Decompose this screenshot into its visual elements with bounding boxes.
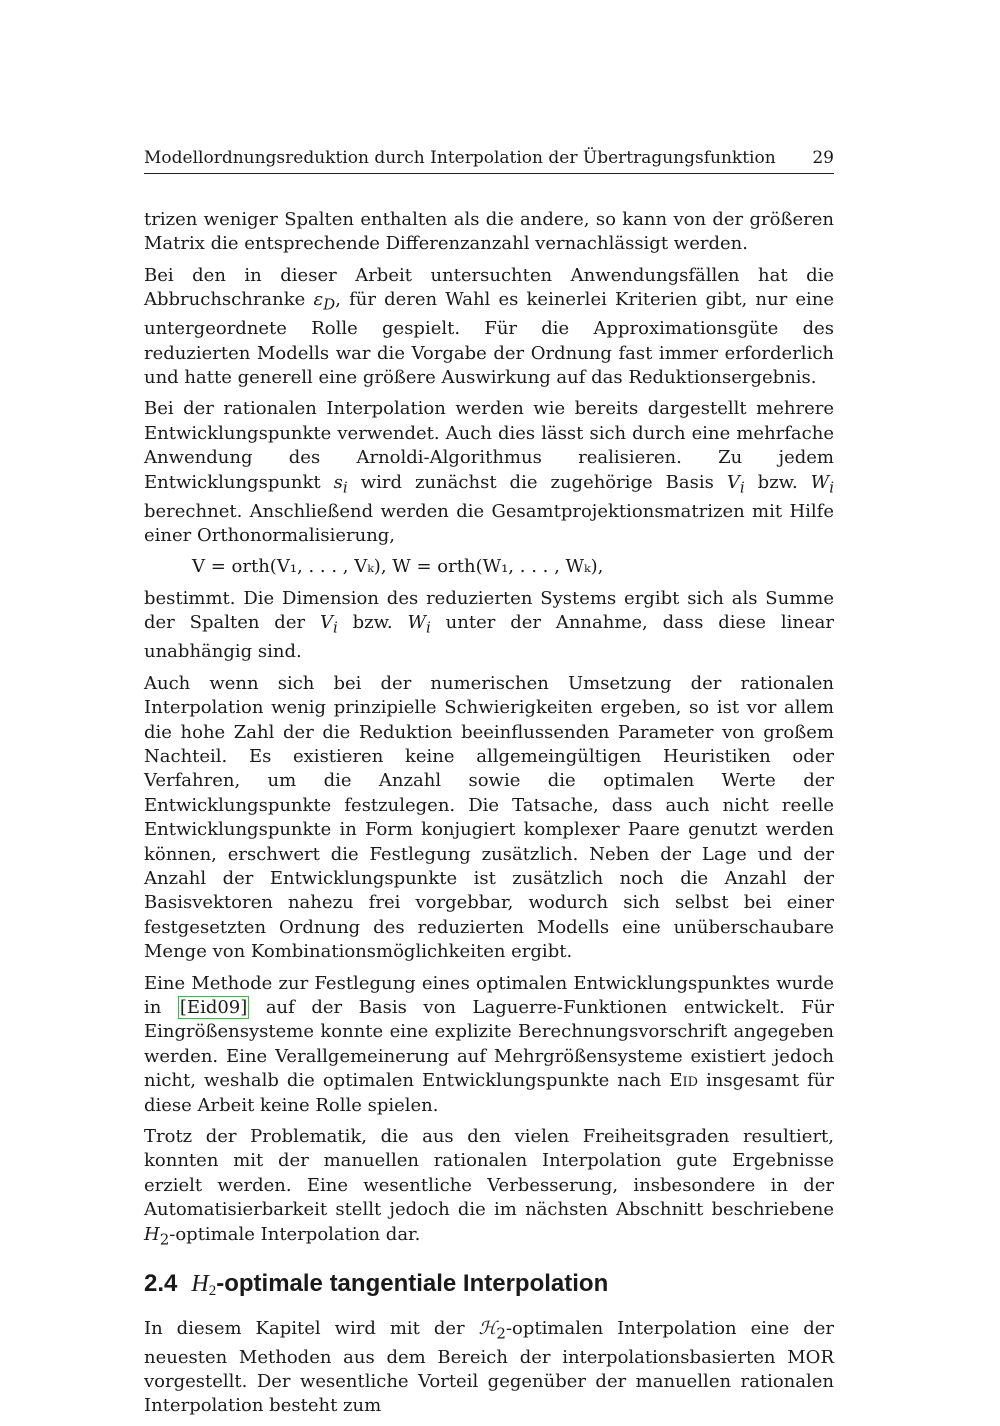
paragraph-8: In diesem Kapitel wird mit der ℋ$_2$-optimalen Interpolation eine der neuesten Methoden aus dem Bereich der interpolationsbasierten MOR vorgestellt. Der wesentliche Vorteil gegenüber der manuellen rationalen Interpolation besteht zum <box>144 1317 834 1417</box>
section-heading <box>144 1268 834 1307</box>
paragraph-5: Auch wenn sich bei der numerischen Umsetzung der rationalen Interpolation wenig prinzipielle Schwierigkeiten ergeben, so ist vor allem die hohe Zahl der die Reduktion beeinflussenden Parameter von großem Nachteil. Es existieren keine allgemeingültigen Heuristiken oder Verfahren, um die Anzahl sowie die optimalen Werte der Entwicklungspunkte festzulegen. Die Tatsache, dass auch nicht reelle Entwicklungspunkte in Form konjugiert komplexer Paare genutzt werden können, erschwert die Festlegung zusätzlich. Neben der Lage und der Anzahl der Entwicklungspunkte ist zusätzlich noch die Anzahl der Basisvektoren nahezu frei vorgebbar, wodurch sich selbst bei einer festgesetzten Ordnung des reduzierten Modells eine unüberschaubare Menge von Kombinationsmöglichkeiten ergibt. <box>144 672 834 963</box>
page-number: 29 <box>812 148 834 168</box>
paragraph-3: Bei der rationalen Interpolation werden wie bereits dargestellt mehrere Entwicklungspunkte verwendet. Auch dies lässt sich durch eine mehrfache Anwendung des Arnoldi-Algorithmus realisieren. Zu jedem Entwicklungspunkt $s_i$ wird zunächst die zugehörige Basis $V_i$ bzw. $W_i$ berechnet. Anschließend werden die Gesamtprojektionsmatrizen mit Hilfe einer Orthonormalisierung, <box>144 398 834 547</box>
section-number: 2.4 <box>144 1269 178 1297</box>
paragraph-6: Eine Methode zur Festlegung eines optimalen Entwicklungspunktes wurde in [Eid09] auf der Basis von Laguerre-Funktionen entwickelt. Für Eingrößensysteme konnte eine explizite Berechnungsvorschrift angegeben werden. Eine Verallgemeinerung auf Mehrgrößensysteme existiert jedoch nicht, weshalb die optimalen Entwicklungspunkte nach Eid insgesamt für diese Arbeit keine Rolle spielen. <box>144 972 834 1116</box>
running-title: Modellordnungsreduktion durch Interpolation der Übertragungsfunktion <box>144 148 776 168</box>
page <box>144 148 834 1426</box>
paragraph-4: bestimmt. Die Dimension des reduzierten Systems ergibt sich als Summe der Spalten der $V_i$ bzw. $W_i$ unter der Annahme, dass diese linear unabhängig sind. <box>144 587 834 663</box>
running-header <box>144 148 834 174</box>
paragraph-1: trizen weniger Spalten enthalten als die andere, so kann von der größeren Matrix die entsprechende Differenzanzahl vernachlässigt werden. <box>144 209 834 255</box>
projection-formula: V = orth(V₁, . . . , Vₖ), W = orth(W₁, . . . , Wₖ), <box>192 556 604 578</box>
paragraph-2: Bei den in dieser Arbeit untersuchten Anwendungsfällen hat die Abbruchschranke $\varepsilon_D$, für deren Wahl es keinerlei Kriterien gibt, nur eine untergeordnete Rolle gespielt. Für die Approximationsgüte des reduzierten Modells war die Vorgabe der Ordnung fast immer erforderlich und hatte generell eine größere Auswirkung auf das Reduktionsergebnis. <box>144 264 834 389</box>
paragraph-7: Trotz der Problematik, die aus den vielen Freiheitsgraden resultiert, konnten mit der manuellen rationalen Interpolation gute Ergebnisse erzielt werden. Eine wesentliche Verbesserung, insbesondere in der Automatisierbarkeit stellt jedoch die im nächsten Abschnitt beschriebene $H_2$-optimale Interpolation dar. <box>144 1126 834 1249</box>
citation-link-eid09[interactable]: [Eid09] <box>179 996 248 1018</box>
section-title: $H_2$-optimale tangentiale Interpolation <box>191 1269 609 1299</box>
body-text <box>144 208 834 1419</box>
